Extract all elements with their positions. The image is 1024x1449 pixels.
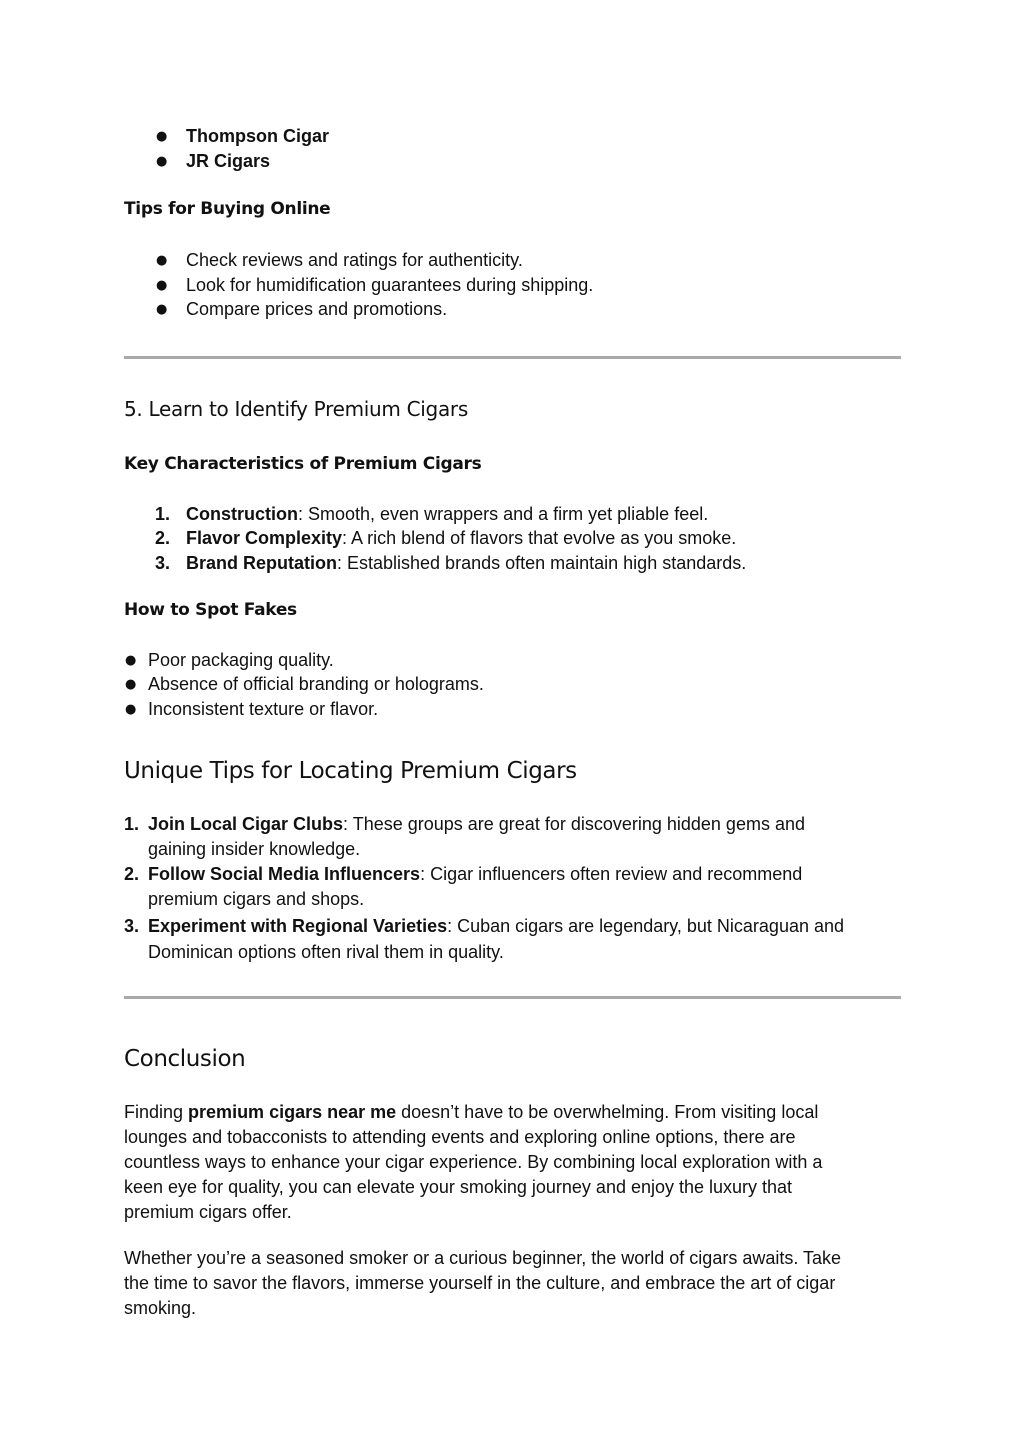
- list-number: 3.: [124, 916, 140, 936]
- closing-paragraph-line: the time to savor the flavors, immerse yourself in the culture, and embrace the art of cigar: [124, 1273, 836, 1293]
- list-number: 3.: [155, 553, 171, 573]
- spot-fakes-heading: How to Spot Fakes: [124, 600, 297, 620]
- list-item-continuation: premium cigars and shops.: [148, 889, 365, 909]
- list-item: Thompson Cigar: [186, 126, 329, 146]
- list-item: Compare prices and promotions.: [186, 299, 448, 319]
- list-number: 2.: [124, 864, 140, 884]
- list-item: Experiment with Regional Varieties: Cuban cigars are legendary, but Nicaraguan and: [148, 916, 845, 936]
- horizontal-divider: [124, 356, 901, 359]
- list-item: Absence of official branding or holograms.: [148, 674, 484, 694]
- section-heading: 5. Learn to Identify Premium Cigars: [124, 397, 468, 421]
- key-characteristics-heading: Key Characteristics of Premium Cigars: [124, 454, 482, 474]
- bullet-dot: ●: [156, 278, 168, 293]
- bullet-dot: ●: [125, 653, 137, 668]
- list-item: Brand Reputation: Established brands often maintain high standards.: [186, 553, 747, 573]
- conclusion-paragraph-line: premium cigars offer.: [124, 1202, 292, 1222]
- bullet-dot: ●: [156, 302, 168, 317]
- conclusion-paragraph-line: keen eye for quality, you can elevate your smoking journey and enjoy the luxury that: [124, 1177, 793, 1197]
- bullet-dot: ●: [156, 129, 168, 144]
- list-item: JR Cigars: [186, 151, 271, 171]
- bullet-dot: ●: [156, 253, 168, 268]
- tips-buying-heading: Tips for Buying Online: [124, 199, 331, 219]
- list-item: Flavor Complexity: A rich blend of flavors that evolve as you smoke.: [186, 528, 737, 548]
- list-item-continuation: Dominican options often rival them in quality.: [148, 942, 504, 962]
- list-item: Check reviews and ratings for authenticity.: [186, 250, 523, 270]
- bullet-dot: ●: [156, 154, 168, 169]
- list-number: 1.: [155, 504, 171, 524]
- list-item: Inconsistent texture or flavor.: [148, 699, 379, 719]
- list-item-continuation: gaining insider knowledge.: [148, 839, 361, 859]
- list-number: 1.: [124, 814, 140, 834]
- bullet-dot: ●: [125, 702, 137, 717]
- closing-paragraph-line: Whether you’re a seasoned smoker or a curious beginner, the world of cigars awaits. Take: [124, 1248, 842, 1268]
- list-item: Poor packaging quality.: [148, 650, 334, 670]
- conclusion-paragraph-line: Finding premium cigars near me doesn’t have to be overwhelming. From visiting local: [124, 1102, 819, 1122]
- unique-tips-heading: Unique Tips for Locating Premium Cigars: [124, 758, 577, 784]
- list-item: Follow Social Media Influencers: Cigar influencers often review and recommend: [148, 864, 803, 884]
- list-item: Join Local Cigar Clubs: These groups are great for discovering hidden gems and: [148, 814, 805, 834]
- bullet-dot: ●: [125, 677, 137, 692]
- list-number: 2.: [155, 528, 171, 548]
- horizontal-divider: [124, 996, 901, 999]
- conclusion-paragraph-line: lounges and tobacconists to attending events and exploring online options, there are: [124, 1127, 796, 1147]
- list-item: Look for humidification guarantees during shipping.: [186, 275, 594, 295]
- list-item: Construction: Smooth, even wrappers and a firm yet pliable feel.: [186, 504, 709, 524]
- conclusion-paragraph-line: countless ways to enhance your cigar experience. By combining local exploration with a: [124, 1152, 823, 1172]
- conclusion-heading: Conclusion: [124, 1046, 246, 1072]
- closing-paragraph-line: smoking.: [124, 1298, 197, 1318]
